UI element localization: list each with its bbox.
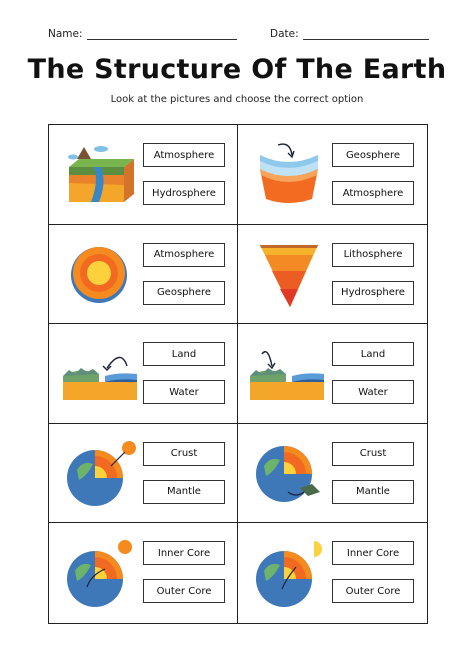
landscape-cross-section-illustration: [59, 137, 139, 212]
lithosphere-wedge-illustration: [248, 237, 328, 312]
land-cross-section-illustration: [59, 336, 139, 411]
option-hydrosphere[interactable]: Hydrosphere: [143, 181, 225, 205]
option-geosphere[interactable]: Geosphere: [143, 281, 225, 305]
option-land[interactable]: Land: [332, 342, 414, 366]
question-cell: [49, 324, 238, 424]
name-label: Name:: [48, 28, 83, 40]
option-atmosphere[interactable]: Atmosphere: [143, 143, 225, 167]
earth-crust-cutaway-illustration: [59, 436, 139, 511]
page-subtitle: Look at the pictures and choose the correct option: [110, 94, 364, 105]
question-cell: [238, 523, 427, 623]
option-geosphere[interactable]: Geosphere: [332, 143, 414, 167]
option-inner-core[interactable]: Inner Core: [332, 541, 414, 565]
question-cell: [238, 424, 427, 524]
option-water[interactable]: Water: [332, 380, 414, 404]
atmosphere-layers-illustration: [248, 137, 328, 212]
earth-outer-core-cutaway-illustration: [248, 535, 328, 610]
earth-layers-sphere-illustration: [59, 237, 139, 312]
earth-mantle-cutaway-illustration: [248, 436, 328, 511]
question-cell: [238, 125, 427, 225]
page-title: The Structure Of The Earth: [27, 54, 447, 85]
option-crust[interactable]: Crust: [332, 442, 414, 466]
option-crust[interactable]: Crust: [143, 442, 225, 466]
question-cell: [238, 225, 427, 325]
date-field[interactable]: [270, 28, 429, 40]
question-cell: [49, 125, 238, 225]
question-cell: [49, 424, 238, 524]
option-mantle[interactable]: Mantle: [332, 480, 414, 504]
option-atmosphere[interactable]: Atmosphere: [332, 181, 414, 205]
question-cell: [49, 523, 238, 623]
option-mantle[interactable]: Mantle: [143, 480, 225, 504]
option-outer-core[interactable]: Outer Core: [143, 579, 225, 603]
date-label: Date:: [270, 28, 299, 40]
water-cross-section-illustration: [248, 336, 328, 411]
option-land[interactable]: Land: [143, 342, 225, 366]
date-line[interactable]: [303, 29, 429, 40]
earth-inner-core-cutaway-illustration: [59, 535, 139, 610]
option-hydrosphere[interactable]: Hydrosphere: [332, 281, 414, 305]
option-inner-core[interactable]: Inner Core: [143, 541, 225, 565]
question-cell: [49, 225, 238, 325]
option-lithosphere[interactable]: Lithosphere: [332, 243, 414, 267]
name-line[interactable]: [87, 29, 237, 40]
question-cell: [238, 324, 427, 424]
option-atmosphere[interactable]: Atmosphere: [143, 243, 225, 267]
worksheet-grid: [48, 124, 428, 624]
name-field[interactable]: [48, 28, 237, 40]
option-water[interactable]: Water: [143, 380, 225, 404]
option-outer-core[interactable]: Outer Core: [332, 579, 414, 603]
